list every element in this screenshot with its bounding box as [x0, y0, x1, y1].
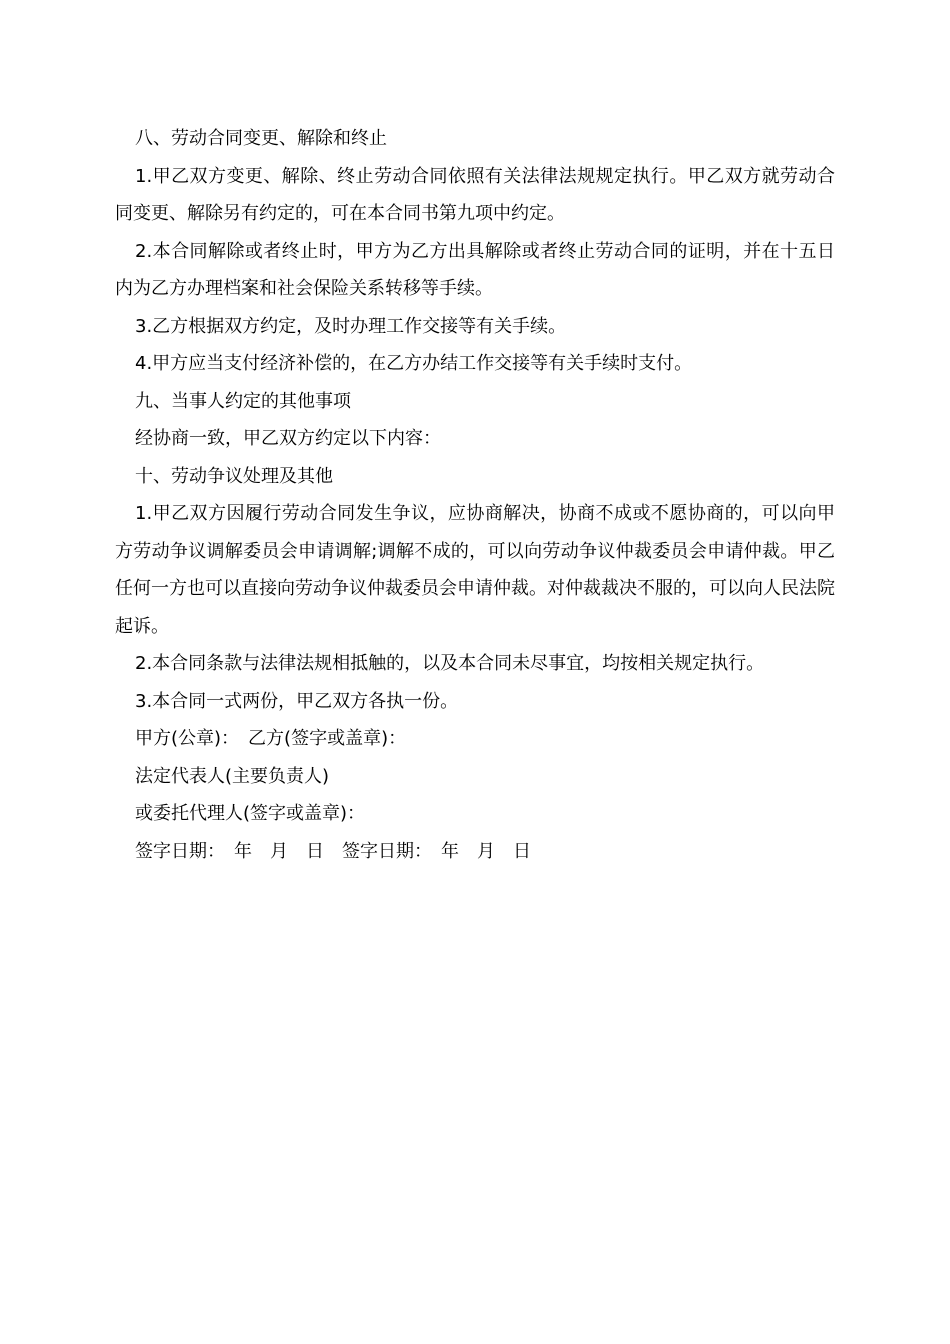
clause-8-2: 2.本合同解除或者终止时，甲方为乙方出具解除或者终止劳动合同的证明，并在十五日内为乙方办理档案和社会保险关系转移等手续。 — [115, 240, 835, 299]
clause-8-4: 4.甲方应当支付经济补偿的，在乙方办结工作交接等有关手续时支付。 — [135, 353, 693, 374]
document-body — [115, 120, 835, 870]
section-heading-8: 八、劳动合同变更、解除和终止 — [135, 128, 387, 149]
clause-8-3: 3.乙方根据双方约定，及时办理工作交接等有关手续。 — [135, 315, 567, 337]
authorized-agent-line: 或委托代理人(签字或盖章)： — [135, 803, 366, 824]
clause-8-1: 1.甲乙双方变更、解除、终止劳动合同依照有关法律法规规定执行。甲乙双方就劳动合同变更、解除另有约定的，可在本合同书第九项中约定。 — [115, 165, 835, 224]
legal-representative-line: 法定代表人(主要负责人) — [135, 765, 330, 787]
clause-10-1: 1.甲乙双方因履行劳动合同发生争议，应协商解决，协商不成或不愿协商的，可以向甲方劳动争议调解委员会申请调解;调解不成的，可以向劳动争议仲裁委员会申请仲裁。甲乙任何一方也可以直接向劳动争议仲裁委员会申请仲裁。对仲裁裁决不服的，可以向人民法院起诉。 — [115, 503, 835, 637]
clause-10-2: 2.本合同条款与法律法规相抵触的，以及本合同未尽事宜，均按相关规定执行。 — [135, 653, 765, 674]
section-heading-9: 九、当事人约定的其他事项 — [135, 390, 351, 412]
clause-9-text: 经协商一致，甲乙双方约定以下内容： — [135, 428, 441, 449]
signature-parties-line: 甲方(公章)： 乙方(签字或盖章)： — [135, 728, 407, 749]
signature-date-line: 签字日期： 年 月 日 签字日期： 年 月 日 — [135, 840, 531, 862]
section-heading-10: 十、劳动争议处理及其他 — [135, 465, 333, 487]
clause-10-3: 3.本合同一式两份，甲乙双方各执一份。 — [135, 690, 459, 712]
